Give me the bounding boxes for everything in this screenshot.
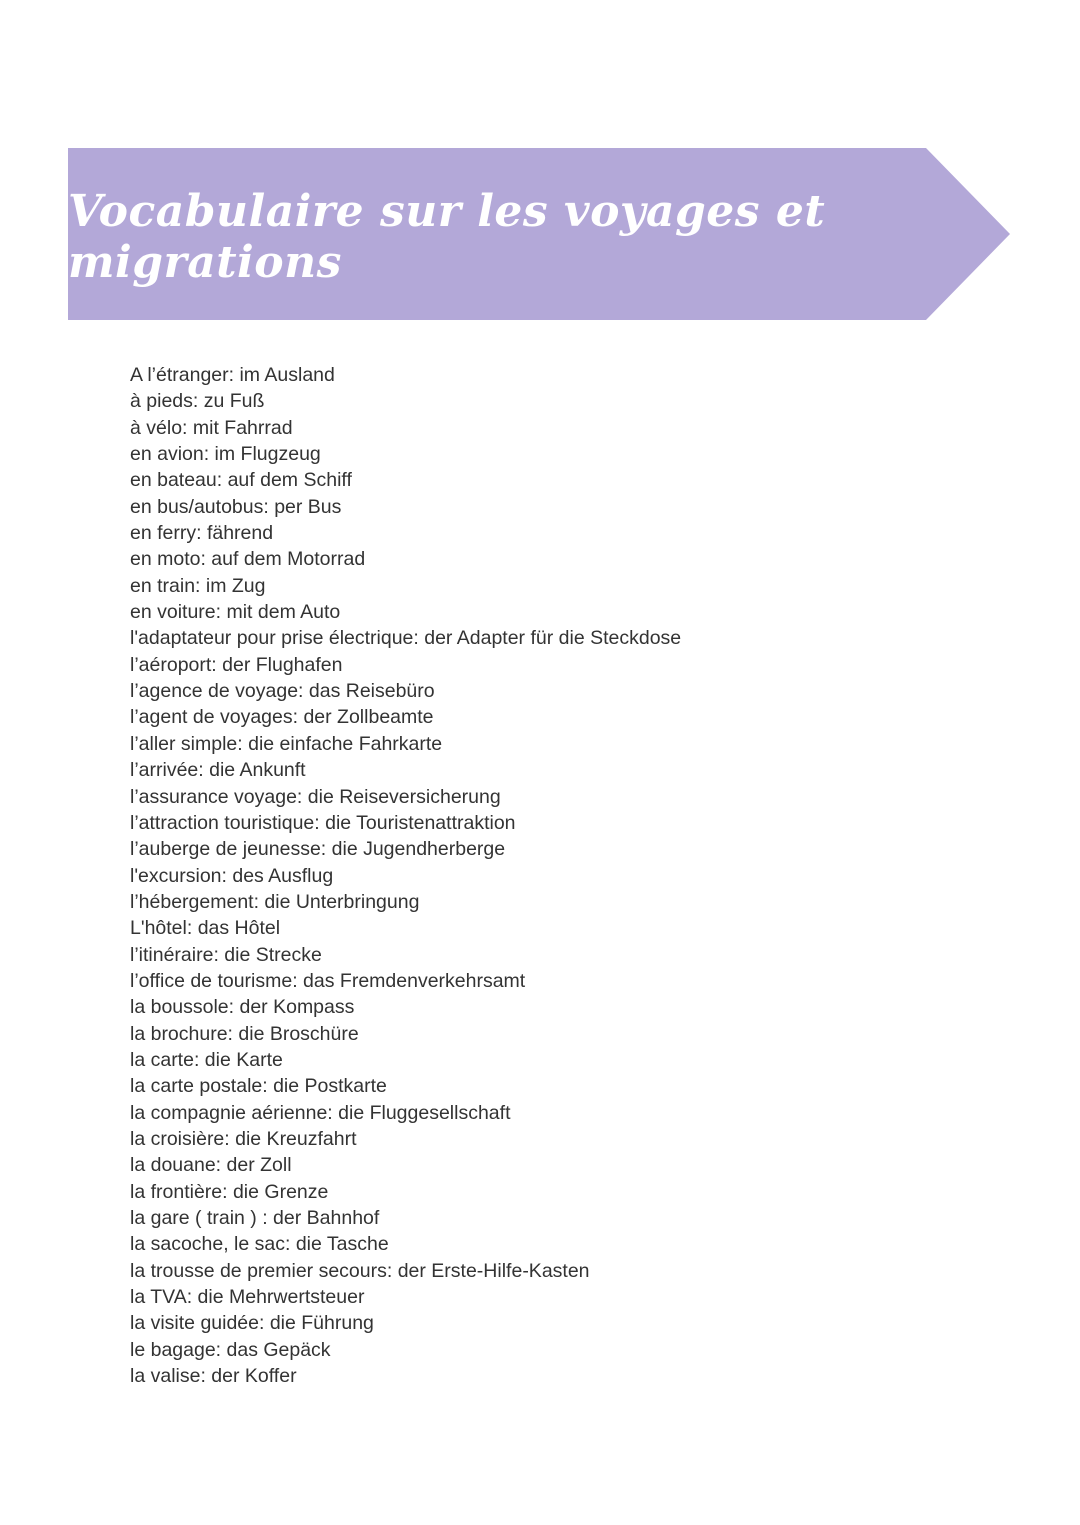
- vocabulary-entry: L'hôtel: das Hôtel: [130, 917, 281, 940]
- vocabulary-entry: l’assurance voyage: die Reiseversicherung: [130, 785, 501, 808]
- vocabulary-entry: en bateau: auf dem Schiff: [130, 469, 352, 492]
- vocabulary-entry: en moto: auf dem Motorrad: [130, 548, 366, 571]
- vocabulary-list: [130, 362, 681, 1389]
- vocabulary-entry: en train: im Zug: [130, 574, 266, 597]
- vocabulary-entry: l’arrivée: die Ankunft: [130, 759, 306, 782]
- vocabulary-entry: en ferry: fährend: [130, 522, 274, 545]
- vocabulary-entry: la valise: der Koffer: [130, 1365, 297, 1388]
- vocabulary-entry: A l’étranger: im Ausland: [130, 364, 335, 386]
- vocabulary-entry: la sacoche, le sac: die Tasche: [130, 1233, 389, 1256]
- page-title: Vocabulaire sur les voyages et migrations: [68, 186, 826, 288]
- vocabulary-entry: l'excursion: des Ausflug: [130, 864, 334, 887]
- vocabulary-entry: en bus/autobus: per Bus: [130, 495, 342, 518]
- vocabulary-entry: l’aéroport: der Flughafen: [130, 653, 343, 676]
- vocabulary-entry: la carte postale: die Postkarte: [130, 1075, 387, 1098]
- vocabulary-entry: le bagage: das Gepäck: [130, 1338, 331, 1361]
- vocabulary-entry: l’auberge de jeunesse: die Jugendherberge: [130, 838, 506, 861]
- vocabulary-entry: la gare ( train ) : der Bahnhof: [130, 1207, 380, 1229]
- vocabulary-entry: l’agent de voyages: der Zollbeamte: [130, 706, 434, 729]
- vocabulary-entry: la carte: die Karte: [130, 1048, 283, 1071]
- vocabulary-entry: la boussole: der Kompass: [130, 996, 355, 1019]
- vocabulary-entry: en voiture: mit dem Auto: [130, 601, 341, 624]
- vocabulary-entry: la visite guidée: die Führung: [130, 1312, 374, 1335]
- vocabulary-entry: l’attraction touristique: die Touristenattraktion: [130, 811, 516, 834]
- vocabulary-entry: en avion: im Flugzeug: [130, 443, 321, 466]
- vocabulary-entry: à vélo: mit Fahrrad: [130, 416, 293, 439]
- vocabulary-entry: à pieds: zu Fuß: [130, 390, 265, 413]
- vocabulary-entry: la douane: der Zoll: [130, 1154, 292, 1177]
- vocabulary-entry: l’agence de voyage: das Reisebüro: [130, 680, 435, 703]
- vocabulary-entry: l'adaptateur pour prise électrique: der Adapter für die Steckdose: [130, 627, 682, 650]
- title-banner: [68, 148, 1010, 320]
- vocabulary-entry: la compagnie aérienne: die Fluggesellschaft: [130, 1101, 511, 1124]
- vocabulary-entry: la trousse de premier secours: der Erste-Hilfe-Kasten: [130, 1259, 590, 1282]
- vocabulary-entry: la frontière: die Grenze: [130, 1180, 329, 1203]
- vocabulary-entry: l’hébergement: die Unterbringung: [130, 890, 420, 913]
- vocabulary-entry: l’itinéraire: die Strecke: [130, 943, 322, 966]
- vocabulary-entry: la brochure: die Broschüre: [130, 1022, 359, 1045]
- vocabulary-entry: la TVA: die Mehrwertsteuer: [130, 1286, 365, 1309]
- vocabulary-entry: l’aller simple: die einfache Fahrkarte: [130, 732, 443, 755]
- vocabulary-entry: la croisière: die Kreuzfahrt: [130, 1127, 357, 1150]
- vocabulary-entry: l’office de tourisme: das Fremdenverkehrsamt: [130, 969, 526, 992]
